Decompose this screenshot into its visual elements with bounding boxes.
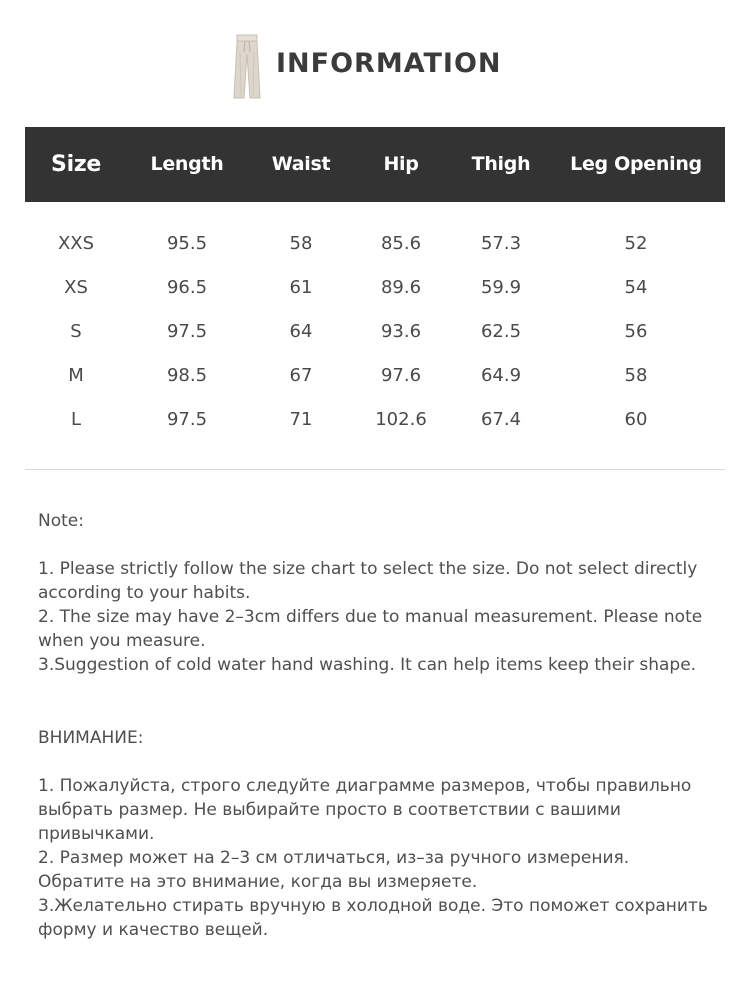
column-header-hip: Hip [383,153,419,175]
table-cell: 62.5 [480,321,522,342]
page-title: INFORMATION [276,48,502,79]
column-header-waist: Waist [271,153,331,175]
table-cell: 98.5 [166,365,208,386]
column-header-leg-opening: Leg Opening [570,153,702,175]
table-cell: M [68,365,84,386]
table-cell: S [70,321,82,342]
table-cell: 58 [289,233,313,254]
table-cell: 64 [289,321,313,342]
table-cell: 54 [624,277,648,298]
table-cell: 85.6 [380,233,422,254]
table-cell: 56 [624,321,648,342]
table-cell: L [70,409,82,430]
note-item: 2. The size may have 2–3cm differs due to manual measurement. Please note when you measure. [38,607,703,651]
table-cell: 102.6 [375,409,427,430]
table-cell: 52 [624,233,648,254]
note-item: 3.Suggestion of cold water hand washing. It can help items keep their shape. [38,655,697,675]
table-cell: 64.9 [480,365,522,386]
page-header [0,28,750,104]
table-cell: 60 [624,409,648,430]
table-cell: 96.5 [166,277,208,298]
column-header-size: Size [51,152,101,177]
table-row [25,227,725,271]
table-cell: 61 [289,277,313,298]
table-cell: XS [64,277,88,298]
note-item: 3.Желательно стирать вручную в холодной воде. Это поможет сохранить форму и качество вещей. [38,896,708,940]
notes-heading: ВНИМАНИЕ: [38,728,144,748]
table-cell: 97.6 [380,365,422,386]
table-cell: 71 [289,409,313,430]
table-cell: 97.5 [166,321,208,342]
table-cell: 59.9 [480,277,522,298]
table-row [25,271,725,315]
table-cell: 95.5 [166,233,208,254]
size-table-header [25,127,725,202]
column-header-thigh: Thigh [471,153,531,175]
table-cell: 58 [624,365,648,386]
note-item: 2. Размер может на 2–3 см отличаться, из–за ручного измерения. Обратите на это внимание, когда вы измеряете. [38,848,630,892]
table-cell: 67 [289,365,313,386]
table-cell: 57.3 [480,233,522,254]
table-cell: 93.6 [380,321,422,342]
note-item: 1. Пожалуйста, строго следуйте диаграмме размеров, чтобы правильно выбрать размер. Не выбирайте просто в соответствии с вашими привычками. [38,776,692,844]
table-row [25,403,725,447]
table-cell: 89.6 [380,277,422,298]
note-item: 1. Please strictly follow the size chart to select the size. Do not select directly according to your habits. [38,559,698,603]
table-row [25,315,725,359]
notes-russian [38,726,718,942]
section-divider [25,469,725,470]
notes-heading: Note: [38,511,84,531]
notes-english [38,509,718,677]
table-cell: 97.5 [166,409,208,430]
table-cell: XXS [57,233,95,254]
column-header-length: Length [150,153,224,175]
table-row [25,359,725,403]
table-cell: 67.4 [480,409,522,430]
pants-icon [226,32,268,100]
